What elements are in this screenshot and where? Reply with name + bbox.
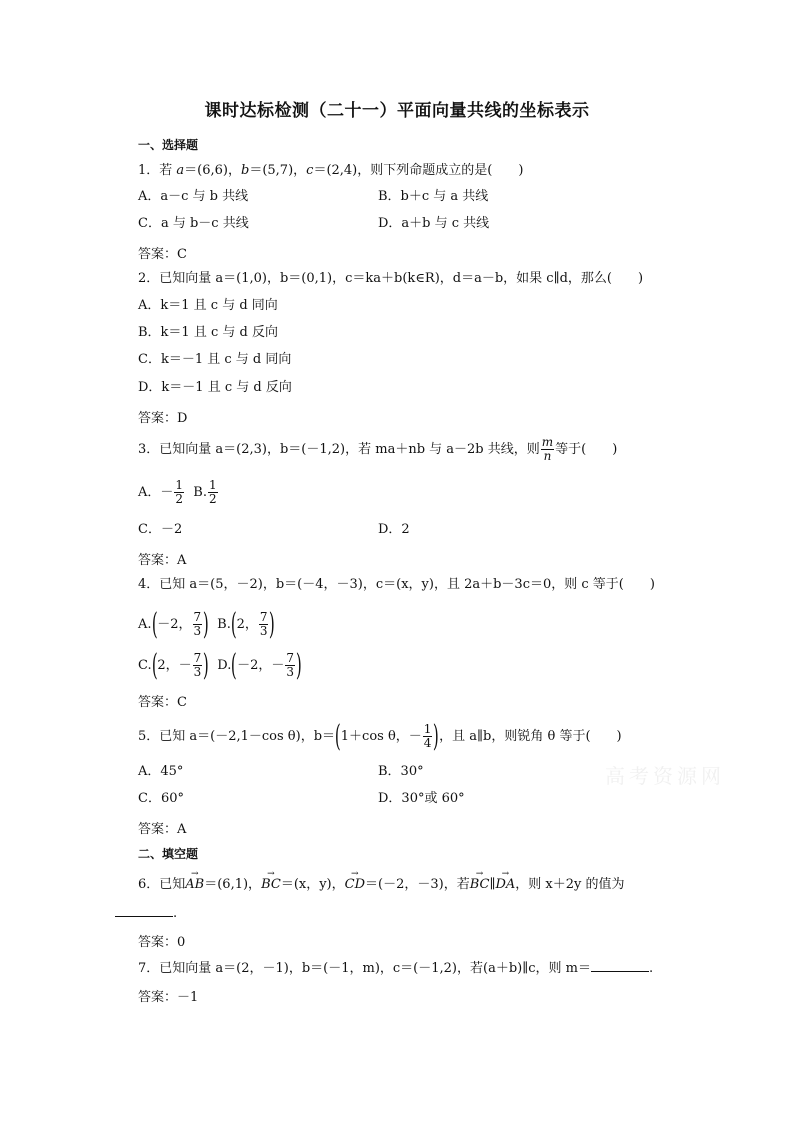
vector-ab: → AB: [185, 877, 204, 893]
vector-da: → DA: [495, 877, 515, 893]
question-2-stem: 2．已知向量 a＝(1,0)，b＝(0,1)，c＝ka＋b(k∈R)，d＝a－b，如果 c∥d，那么( ): [138, 271, 644, 286]
answer-blank: [115, 904, 173, 917]
question-3-options-ab: A．－ $\frac{1}{2}$ B. $\frac{1}{2}$: [138, 478, 217, 506]
question-5-option-c: C．60°: [138, 791, 184, 806]
question-5-stem: 5．已知 a＝(－2,1－cos θ)，b＝(1＋cos θ，－ $\frac{1}{4}$ )，且 a∥b，则锐角 θ 等于( ): [138, 718, 622, 754]
section-heading-choice: 一、选择题: [138, 138, 199, 152]
question-3-stem: 3．已知向量 a＝(2,3)，b＝(－1,2)，若 ma＋nb 与 a－2b 共线，则 $\frac{m}{n}$ 等于( ): [138, 435, 618, 463]
question-3-option-c: C．－2: [138, 522, 183, 537]
fraction-4d: $\frac{7}{3}$: [286, 651, 294, 679]
question-5-option-b: B．30°: [378, 764, 424, 779]
vector-bc: → BC: [261, 877, 281, 893]
watermark: 高考资源网: [605, 764, 725, 788]
question-1-option-d: D．a＋b 与 c 共线: [378, 216, 490, 231]
question-1-stem: 1．若 a＝(6,6)，b＝(5,7)，c＝(2,4)，则下列命题成立的是( ): [138, 163, 524, 178]
fraction-a: $\frac{1}{2}$: [175, 478, 184, 506]
question-4-options-ab: A.(－2， $\frac{7}{3}$ ) B.(2， $\frac{7}{3}$ ): [138, 606, 276, 642]
vector-cd: → CD: [345, 877, 365, 893]
question-1-option-a: A．a－c 与 b 共线: [138, 189, 249, 204]
question-7-stem: 7．已知向量 a＝(2，－1)，b＝(－1，m)，c＝(－1,2)，若(a＋b)∥c，则 m＝ .: [138, 961, 654, 976]
fraction-4b: $\frac{7}{3}$: [259, 610, 268, 638]
question-5-option-a: A．45°: [138, 764, 184, 779]
question-4-stem: 4．已知 a＝(5，－2)，b＝(－4，－3)，c＝(x，y)，且 2a＋b－3c＝0，则 c 等于( ): [138, 577, 655, 592]
question-5-option-d: D．30°或 60°: [378, 791, 465, 806]
question-6-stem: 6．已知→ AB＝(6,1)，→ BC＝(x，y)，→ CD＝(－2，－3)，若→ BC∥→ DA，则 x＋2y 的值为: [138, 877, 625, 893]
question-2-option-b: B．k＝1 且 c 与 d 反向: [138, 325, 278, 340]
fraction-4c: $\frac{7}{3}$: [193, 651, 202, 679]
fraction-4a: $\frac{7}{3}$: [193, 610, 202, 638]
question-6-answer: 答案：0: [138, 935, 186, 950]
question-6-blank-line: .: [115, 904, 177, 922]
fraction-q5: $\frac{1}{4}$: [423, 722, 432, 750]
question-4-answer: 答案：C: [138, 695, 187, 710]
fraction-m-over-n: $\frac{m}{n}$: [541, 435, 554, 463]
question-1-option-b: B．b＋c 与 a 共线: [378, 189, 489, 204]
question-2-answer: 答案：D: [138, 411, 188, 426]
question-3-answer: 答案：A: [138, 553, 187, 568]
question-1-answer: 答案：C: [138, 247, 187, 262]
question-5-answer: 答案：A: [138, 822, 187, 837]
question-4-options-cd: C.(2，－ $\frac{7}{3}$ ) D.(－2，－ $\frac{7}{3}$ ): [138, 647, 302, 683]
question-2-option-d: D．k＝－1 且 c 与 d 反向: [138, 380, 292, 395]
question-2-option-c: C．k＝－1 且 c 与 d 同向: [138, 352, 292, 367]
vector-bc-2: → BC: [470, 877, 490, 893]
question-7-answer: 答案：－1: [138, 990, 199, 1005]
fraction-b: $\frac{1}{2}$: [208, 478, 217, 506]
question-3-option-d: D．2: [378, 522, 410, 537]
question-2-option-a: A．k＝1 且 c 与 d 同向: [138, 298, 278, 313]
question-1-option-c: C．a 与 b－c 共线: [138, 216, 249, 231]
section-heading-fill: 二、填空题: [138, 847, 199, 861]
answer-blank: [591, 959, 649, 972]
page-title: 课时达标检测（二十一）平面向量共线的坐标表示: [204, 101, 590, 121]
